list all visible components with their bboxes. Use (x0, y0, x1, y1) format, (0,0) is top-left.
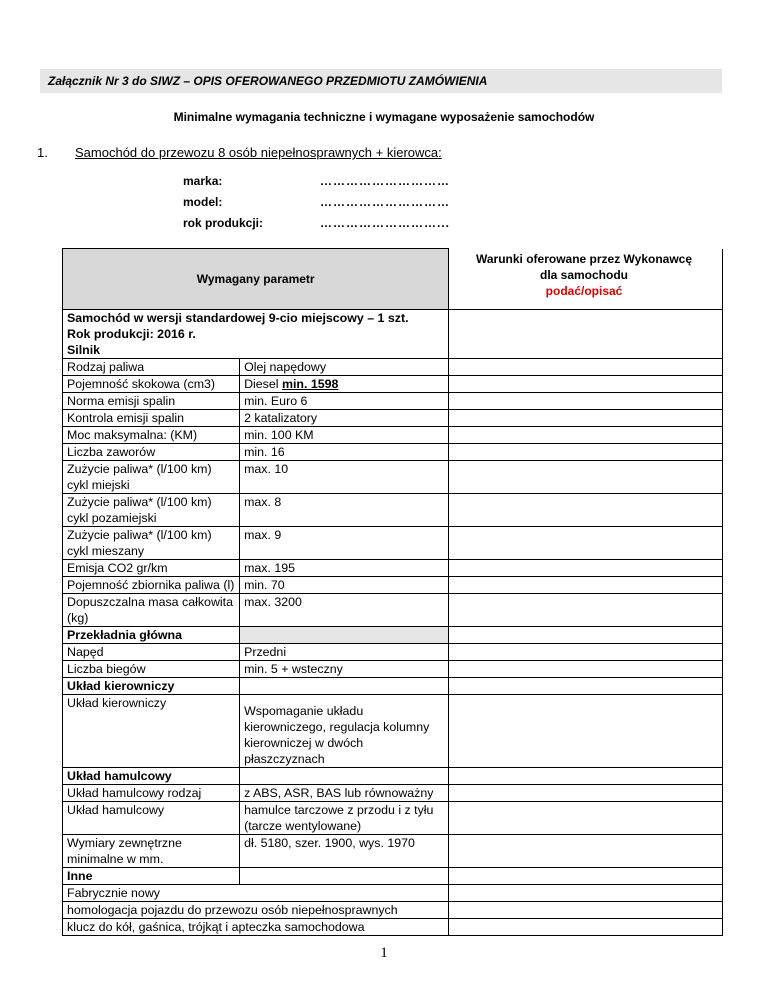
table-row: Wymiary zewnętrzne minimalne w mm. dł. 5180, szer. 1900, wys. 1970 (63, 835, 723, 868)
table-row: Układ kierowniczy Wspomaganie układu kierowniczego, regulacja kolumny kierowniczej w dwóch płaszczyznach (63, 695, 723, 768)
table-row (63, 678, 723, 695)
table-row (63, 868, 723, 885)
table-row: Liczba biegów min. 5 + wsteczny (63, 661, 723, 678)
page-number: 1 (380, 945, 388, 961)
table-row (63, 768, 723, 785)
header-required-param: Wymagany parametr (63, 249, 449, 310)
section-hamulcowy: Układ hamulcowy (63, 768, 240, 785)
attachment-title: Załącznik Nr 3 do SIWZ – OPIS OFEROWANEGO PRZEDMIOTU ZAMÓWIENIA (48, 74, 488, 88)
section-number: 1. (37, 145, 48, 160)
table-row: Zużycie paliwa* (l/100 km) cykl mieszany max. 9 (63, 527, 723, 560)
field-label-rok: rok produkcji: (183, 216, 264, 230)
table-row: Emisja CO2 gr/km max. 195 (63, 560, 723, 577)
table-row: Liczba zaworów min. 16 (63, 444, 723, 461)
table-row: Pojemność skokowa (cm3) Diesel min. 1598 (63, 376, 723, 393)
table-row: Norma emisji spalin min. Euro 6 (63, 393, 723, 410)
section-title: Samochód do przewozu 8 osób niepełnosprawnych + kierowca: (75, 145, 442, 160)
table-row: Moc maksymalna: (KM) min. 100 KM (63, 427, 723, 444)
field-dots-model: ………………………… (320, 195, 450, 209)
section-kierowniczy: Układ kierowniczy (63, 678, 240, 695)
table-row: Fabrycznie nowy (63, 885, 723, 902)
table-row: Zużycie paliwa* (l/100 km) cykl pozamiejski max. 8 (63, 494, 723, 527)
section-przekladnia: Przekładnia główna (63, 627, 240, 644)
field-dots-marka: ………………………… (320, 174, 450, 188)
section-inne: Inne (63, 868, 240, 885)
header-offered-conditions: Warunki oferowane przez Wykonawcę dla samochodu podać/opisać (448, 251, 720, 299)
table-row (63, 627, 723, 644)
table-row: Kontrola emisji spalin 2 katalizatory (63, 410, 723, 427)
table-row: Zużycie paliwa* (l/100 km) cykl miejski max. 10 (63, 461, 723, 494)
intro-cell: Samochód w wersji standardowej 9-cio miejscowy – 1 szt. Rok produkcji: 2016 r. Silnik (63, 310, 449, 359)
table-row: Rodzaj paliwa Olej napędowy (63, 359, 723, 376)
provide-describe-label: podać/opisać (545, 284, 623, 298)
table-row: Układ hamulcowy rodzaj z ABS, ASR, BAS lub równoważny (63, 785, 723, 802)
table-row: Dopuszczalna masa całkowita (kg) max. 3200 (63, 594, 723, 627)
field-dots-rok: ………………………... (320, 216, 451, 230)
table-row: klucz do kół, gaśnica, trójkąt i apteczka samochodowa (63, 919, 723, 936)
document-subtitle: Minimalne wymagania techniczne i wymagane wyposażenie samochodów (173, 110, 595, 124)
field-label-model: model: (183, 195, 223, 209)
spec-table (62, 248, 723, 936)
table-row: Pojemność zbiornika paliwa (l) min. 70 (63, 577, 723, 594)
table-row (63, 310, 723, 359)
field-label-marka: marka: (183, 174, 223, 188)
attachment-header (40, 69, 722, 93)
table-row: homologacja pojazdu do przewozu osób niepełnosprawnych (63, 902, 723, 919)
table-row: Układ hamulcowy hamulce tarczowe z przodu i z tyłu (tarcze wentylowane) (63, 802, 723, 835)
table-row: Napęd Przedni (63, 644, 723, 661)
offer-cell (449, 310, 723, 359)
